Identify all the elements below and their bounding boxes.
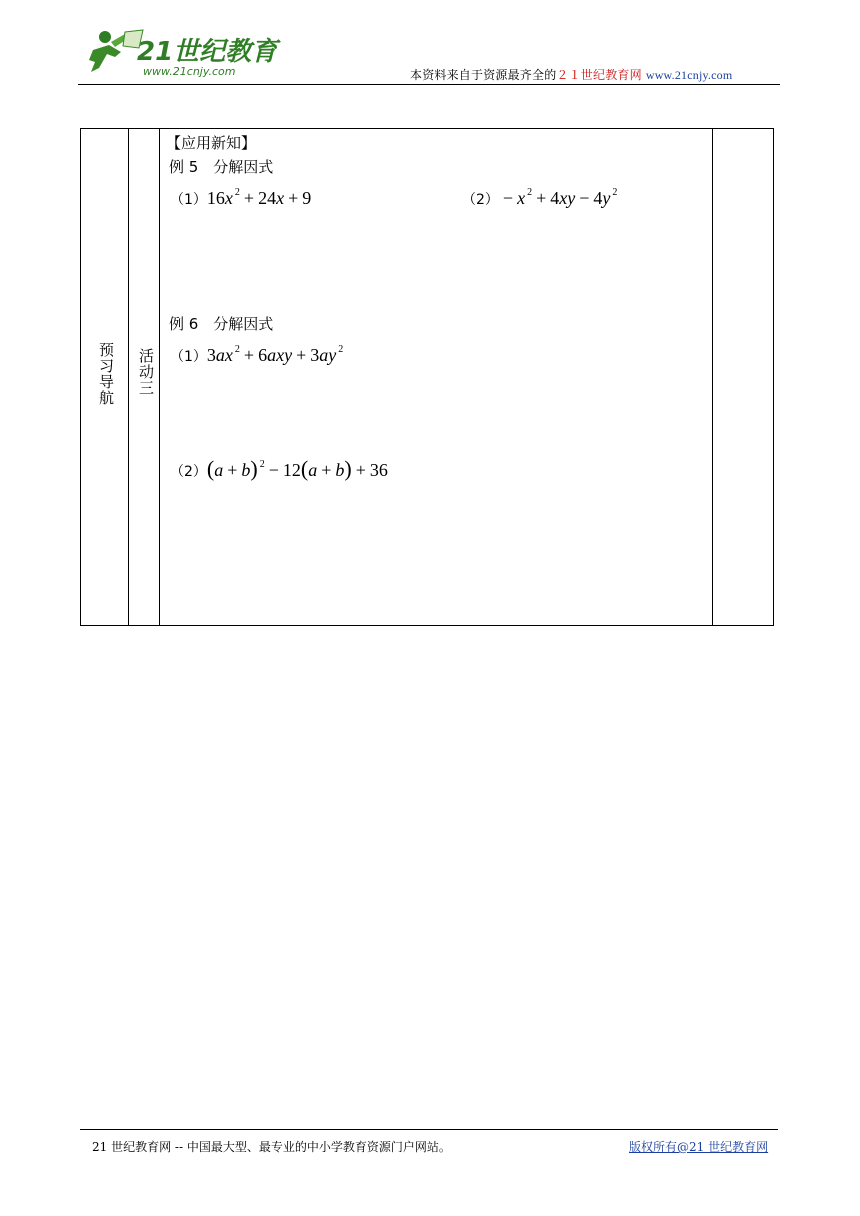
header-site-name[interactable]: ２１世纪教育网 [556,68,642,82]
example6-title: 例 6 分解因式 [169,315,274,333]
footer-site-slogan: 21 世纪教育网 -- 中国最大型、最专业的中小学教育资源门户网站。 [92,1140,451,1154]
table-divider [159,128,160,626]
math-expression: 16x $^2$ + 24x + 9 [206,187,312,208]
example6-problem2 [170,456,388,482]
header-source-note [410,66,732,83]
example5-problem2 [462,187,617,209]
math-expression: − x $^2$ + 4xy − 4y $^2$ [502,187,618,208]
svg-text:21世纪教育: 21世纪教育 [137,37,278,67]
problem-label: （2） [170,464,207,480]
activity-label: 活动三 [137,348,155,396]
problem-label: （1） [170,349,207,365]
footer-divider [80,1129,778,1130]
header-site-url[interactable]: www.21cnjy.com [645,68,733,82]
footer-copyright-link[interactable]: 版权所有@21 世纪教育网 [629,1140,769,1154]
header-note-prefix: 本资料来自于资源最齐全的 [410,68,557,82]
table-divider [712,128,713,626]
header-divider [78,84,780,85]
example5-title: 例 5 分解因式 [169,158,274,176]
problem-label: （1） [170,192,207,208]
example6-problem1 [170,344,343,366]
section-label: 预习导航 [97,342,115,406]
runner-icon [89,30,143,72]
svg-text:www.21cnjy.com: www.21cnjy.com [143,65,236,78]
section-heading: 【应用新知】 [166,134,257,152]
site-logo [85,28,285,80]
example5-problem1 [170,187,311,209]
problem-label: （2） [462,192,499,208]
math-expression: (a + b) $^2$ − 12(a + b) + 36 [206,456,388,481]
math-expression: 3ax $^2$ + 6axy + 3ay $^2$ [206,344,344,365]
table-divider [128,128,129,626]
